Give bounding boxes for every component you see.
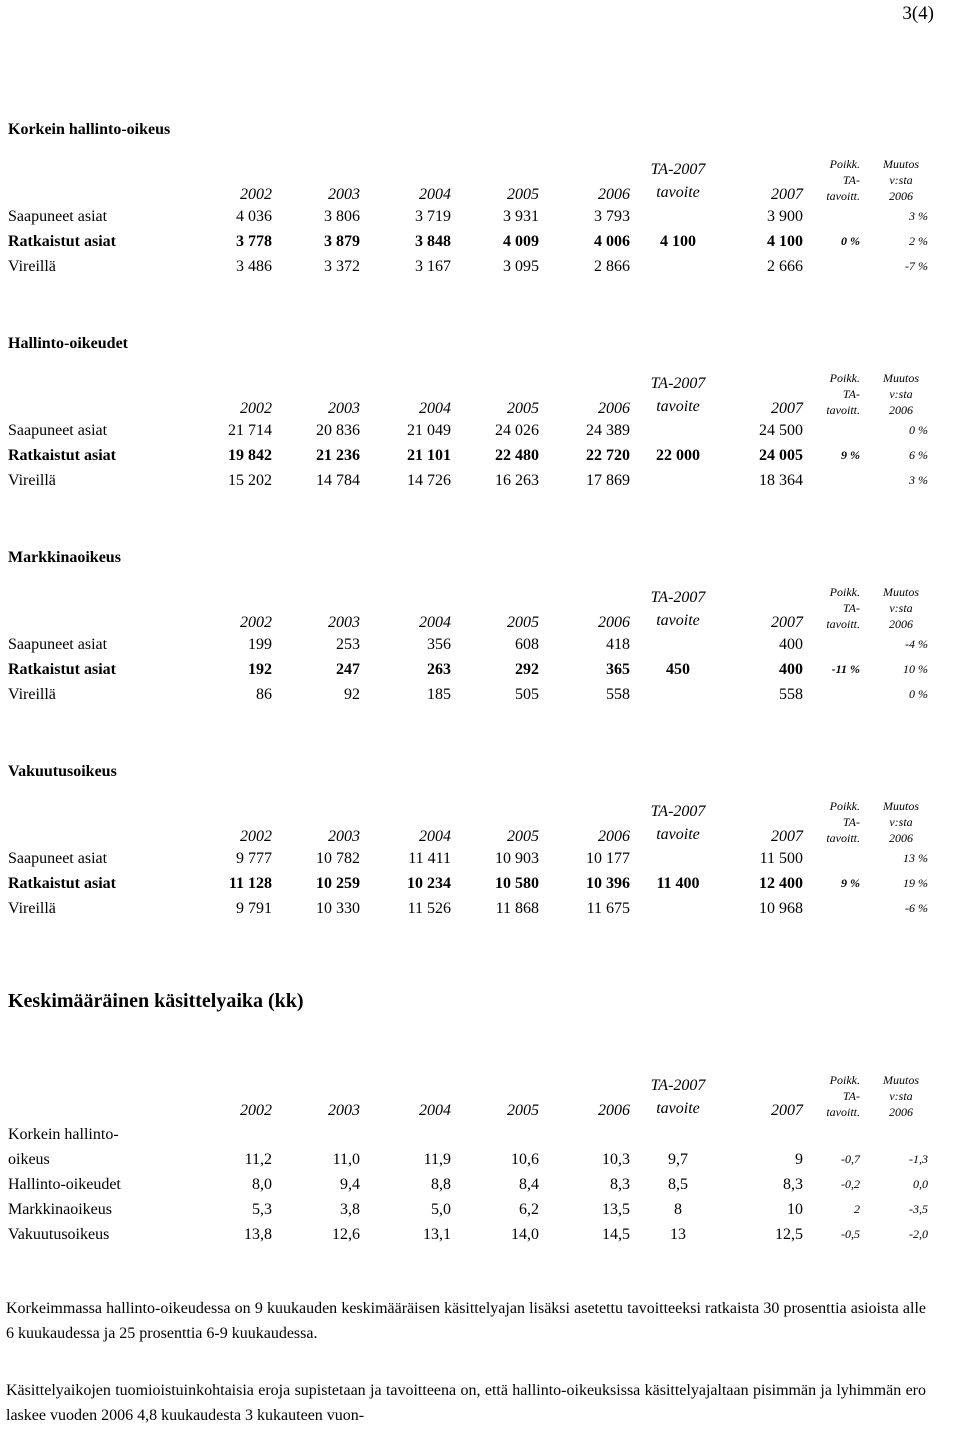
table-row: Ratkaistut asiat 3 778 3 879 3 848 4 009 4 006 4 100 4 100 0 % 2 % bbox=[8, 232, 928, 250]
table-row: Ratkaistut asiat 19 842 21 236 21 101 22 480 22 720 22 000 24 005 9 % 6 % bbox=[8, 446, 928, 464]
col-2004: 2004 bbox=[419, 186, 451, 203]
table-row: Saapuneet asiat 4 036 3 806 3 719 3 931 3 793 3 900 3 % bbox=[8, 207, 928, 225]
table-header-row bbox=[8, 156, 928, 204]
col-2003: 2003 bbox=[328, 186, 360, 203]
table-row: Markkinaoikeus 5,3 3,8 5,0 6,2 13,5 8 10 2 -3,5 bbox=[8, 1200, 928, 1218]
table-row: Korkein hallinto- oikeus 11,2 11,0 11,9 10,6 10,3 9,7 9 -0,7 -1,3 bbox=[8, 1126, 928, 1168]
statistics-table bbox=[8, 156, 928, 279]
processing-time-table bbox=[8, 1072, 928, 1247]
table-row: Ratkaistut asiat 192 247 263 292 365 450 400 -11 % 10 % bbox=[8, 660, 928, 678]
table-row: Ratkaistut asiat 11 128 10 259 10 234 10 580 10 396 11 400 12 400 9 % 19 % bbox=[8, 874, 928, 892]
table-header-row: 2002 2003 2004 2005 2006 TA-2007 tavoite 2007 Poikk. TA- tavoitt. Muutos v:sta 2006 bbox=[240, 1073, 919, 1119]
table-header-row: 2002 2003 2004 2005 2006 TA-2007 tavoite 2007 Poikk. TA- tavoitt. Muutos v:sta 2006 bbox=[240, 371, 919, 417]
ta-2007-label: TA-2007 bbox=[650, 161, 706, 178]
page-number: 3(4) bbox=[902, 3, 934, 24]
col-muutos: Muutos v:sta 2006 bbox=[883, 157, 919, 203]
section-korkein-hallinto-oikeus bbox=[8, 118, 928, 288]
table-row: Saapuneet asiat 199 253 356 608 418 400 -4 % bbox=[8, 635, 928, 653]
section-title: Keskimääräinen käsittelyaika (kk) bbox=[8, 990, 304, 1012]
col-ta-2007 bbox=[634, 156, 722, 204]
section-processing-time bbox=[8, 990, 928, 1250]
statistics-table bbox=[8, 370, 928, 493]
section-title: Vakuutusoikeus bbox=[8, 763, 117, 780]
col-2007: 2007 bbox=[771, 186, 803, 203]
section-title: Korkein hallinto-oikeus bbox=[8, 121, 171, 138]
table-row: Saapuneet asiat 9 777 10 782 11 411 10 903 10 177 11 500 13 % bbox=[8, 849, 928, 867]
statistics-table bbox=[8, 798, 928, 921]
table-row: Vireillä 86 92 185 505 558 558 0 % bbox=[8, 685, 928, 703]
section-markkinaoikeus bbox=[8, 546, 928, 716]
col-2002: 2002 bbox=[240, 186, 272, 203]
paragraph-2: Käsittelyaikojen tuomioistuinkohtaisia eroja supistetaan ja tavoitteena on, että hallinto-oikeuksissa käsittelyajaltaan pisimmän ja lyhimmän ero laskee vuoden 2006 4,8 kuukaudesta 3 kukauteen vuon- bbox=[6, 1382, 926, 1424]
paragraph-1: Korkeimmassa hallinto-oikeudessa on 9 kuukauden keskimääräisen käsittelyajan lisäksi asetettu tavoitteeksi ratkaista 30 prosenttia asioista alle 6 kuukaudessa ja 25 prosenttia 6-9 kuukaudessa. bbox=[6, 1300, 926, 1342]
table-row: Saapuneet asiat 21 714 20 836 21 049 24 026 24 389 24 500 0 % bbox=[8, 421, 928, 439]
col-poikk: Poikk. TA- tavoitt. bbox=[826, 157, 860, 203]
tavoite-label: tavoite bbox=[656, 184, 700, 201]
statistics-table bbox=[8, 584, 928, 707]
table-header-row: 2002 2003 2004 2005 2006 TA-2007 tavoite 2007 Poikk. TA- tavoitt. Muutos v:sta 2006 bbox=[240, 799, 919, 845]
table-row: Vireillä 3 486 3 372 3 167 3 095 2 866 2 666 -7 % bbox=[8, 257, 928, 275]
section-title: Hallinto-oikeudet bbox=[8, 335, 129, 352]
col-2005: 2005 bbox=[507, 186, 539, 203]
table-row: Vireillä 15 202 14 784 14 726 16 263 17 869 18 364 3 % bbox=[8, 471, 928, 489]
section-title: Markkinaoikeus bbox=[8, 549, 121, 566]
table-row: Vireillä 9 791 10 330 11 526 11 868 11 675 10 968 -6 % bbox=[8, 899, 928, 917]
col-2006: 2006 bbox=[598, 186, 630, 203]
table-header-row: 2002 2003 2004 2005 2006 TA-2007 tavoite 2007 Poikk. TA- tavoitt. Muutos v:sta 2006 bbox=[240, 585, 919, 631]
section-hallinto-oikeudet bbox=[8, 332, 928, 502]
table-row: Hallinto-oikeudet 8,0 9,4 8,8 8,4 8,3 8,5 8,3 -0,2 0,0 bbox=[8, 1175, 928, 1193]
section-vakuutusoikeus bbox=[8, 760, 928, 930]
table-row: Vakuutusoikeus 13,8 12,6 13,1 14,0 14,5 13 12,5 -0,5 -2,0 bbox=[8, 1225, 928, 1243]
